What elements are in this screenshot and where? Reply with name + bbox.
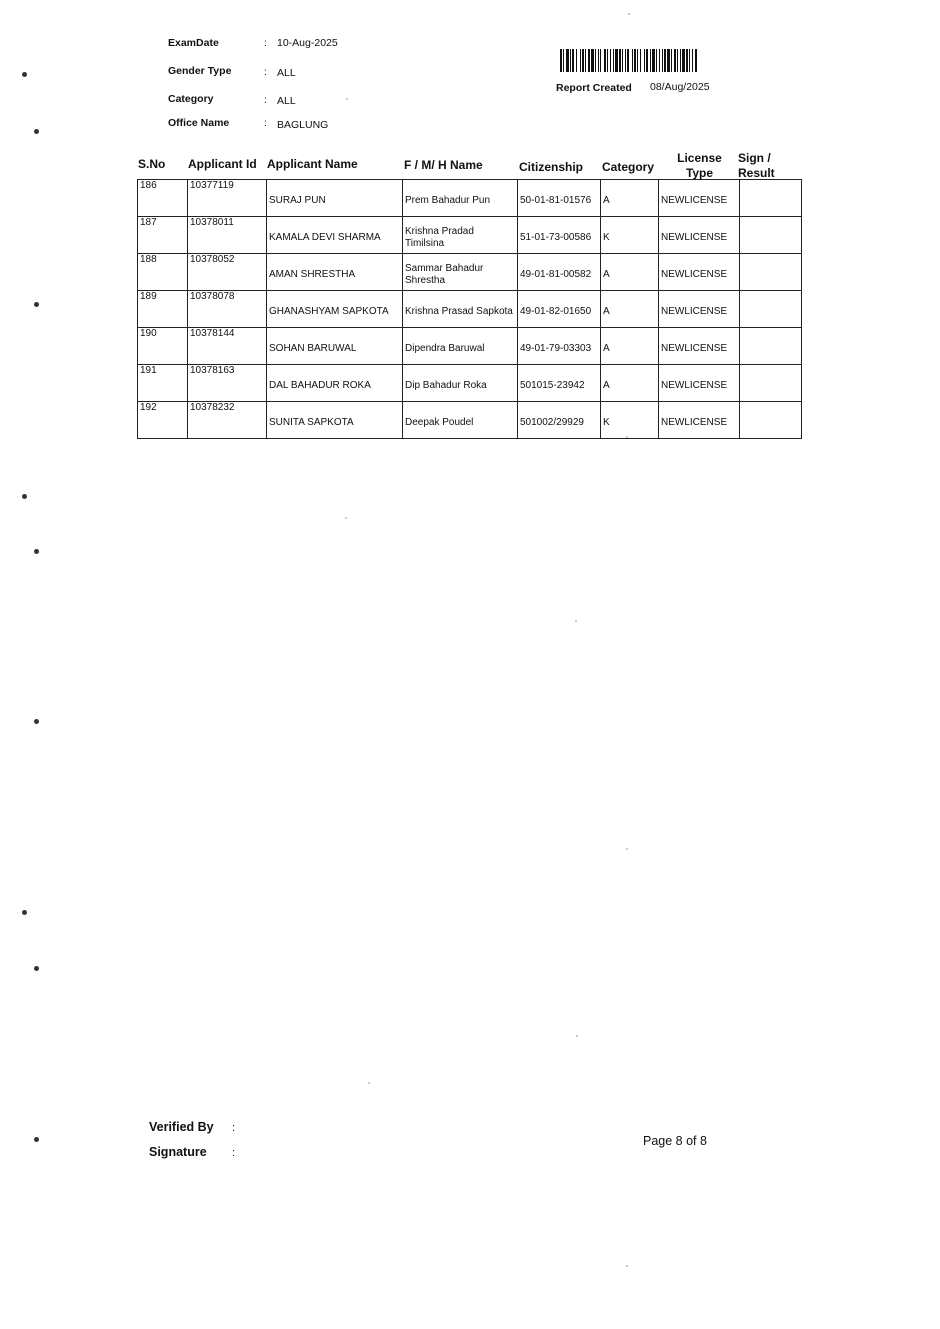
barcode-bar [697, 49, 698, 72]
gender-type-label: Gender Type [168, 65, 232, 77]
punch-mark [34, 129, 39, 134]
cell-applicant-id: 10378232 [188, 402, 267, 439]
scan-speck [575, 620, 577, 622]
cell-citizenship: 49-01-82-01650 [518, 291, 601, 328]
page-number: Page 8 of 8 [643, 1134, 707, 1148]
office-name-colon: : [264, 117, 267, 129]
cell-category: A [601, 291, 659, 328]
punch-mark [34, 966, 39, 971]
cell-sno: 190 [138, 328, 188, 365]
cell-applicant-id: 10378052 [188, 254, 267, 291]
cell-applicant-name: SUNITA SAPKOTA [267, 402, 403, 439]
cell-category: K [601, 217, 659, 254]
cell-fmh-name: Deepak Poudel [403, 402, 518, 439]
cell-fmh-name: Krishna Prasad Sapkota [403, 291, 518, 328]
cell-fmh-name: Prem Bahadur Pun [403, 180, 518, 217]
table-body [138, 180, 802, 439]
cell-license-type: NEWLICENSE [659, 402, 740, 439]
cell-sign-result[interactable] [740, 365, 802, 402]
table-row [138, 365, 802, 402]
scan-speck [346, 98, 348, 100]
cell-license-type: NEWLICENSE [659, 365, 740, 402]
punch-mark [34, 302, 39, 307]
table-row [138, 180, 802, 217]
scan-speck [626, 848, 628, 850]
column-header-applicant-name: Applicant Name [267, 157, 358, 171]
scan-speck [626, 436, 628, 438]
cell-sno: 187 [138, 217, 188, 254]
cell-applicant-id: 10377119 [188, 180, 267, 217]
column-header-license-type: License Type [677, 151, 722, 180]
punch-mark [34, 719, 39, 724]
cell-applicant-id: 10378144 [188, 328, 267, 365]
scan-speck [626, 1265, 628, 1267]
cell-applicant-name: DAL BAHADUR ROKA [267, 365, 403, 402]
cell-category: A [601, 328, 659, 365]
cell-sno: 188 [138, 254, 188, 291]
cell-sno: 192 [138, 402, 188, 439]
scan-speck [368, 1082, 370, 1084]
gender-type-colon: : [264, 66, 267, 78]
cell-sign-result[interactable] [740, 180, 802, 217]
office-name-label: Office Name [168, 117, 230, 129]
signature-colon: : [232, 1147, 236, 1159]
cell-citizenship: 501015-23942 [518, 365, 601, 402]
cell-category: A [601, 254, 659, 291]
cell-sno: 189 [138, 291, 188, 328]
cell-citizenship: 49-01-81-00582 [518, 254, 601, 291]
punch-mark [22, 494, 27, 499]
cell-fmh-name: Dipendra Baruwal [403, 328, 518, 365]
cell-applicant-id: 10378163 [188, 365, 267, 402]
scan-speck [345, 517, 347, 519]
office-name-value: BAGLUNG [277, 119, 329, 131]
punch-mark [34, 1137, 39, 1142]
gender-type-value: ALL [277, 67, 296, 79]
cell-category: A [601, 180, 659, 217]
column-header-category: Category [602, 160, 655, 174]
cell-sign-result[interactable] [740, 402, 802, 439]
table-row [138, 328, 802, 365]
cell-sign-result[interactable] [740, 328, 802, 365]
report-created-label: Report Created [556, 82, 632, 94]
scan-speck [628, 13, 630, 15]
table-row [138, 254, 802, 291]
cell-category: K [601, 402, 659, 439]
exam-date-value: 10-Aug-2025 [277, 37, 338, 49]
column-header-applicant-id: Applicant Id [188, 157, 257, 171]
cell-fmh-name: Sammar Bahadur Shrestha [403, 254, 518, 291]
column-header-fmh-name: F / M/ H Name [404, 158, 483, 172]
cell-citizenship: 49-01-79-03303 [518, 328, 601, 365]
table-row [138, 402, 802, 439]
cell-sign-result[interactable] [740, 217, 802, 254]
cell-fmh-name: Krishna Pradad Timilsina [403, 217, 518, 254]
cell-sign-result[interactable] [740, 291, 802, 328]
cell-license-type: NEWLICENSE [659, 328, 740, 365]
exam-date-label: ExamDate [168, 37, 219, 49]
verified-by-label: Verified By [149, 1120, 214, 1134]
category-value: ALL [277, 95, 296, 107]
report-created-value: 08/Aug/2025 [650, 81, 710, 93]
table-row [138, 217, 802, 254]
cell-citizenship: 51-01-73-00586 [518, 217, 601, 254]
verified-by-colon: : [232, 1122, 236, 1134]
table-row [138, 291, 802, 328]
cell-license-type: NEWLICENSE [659, 180, 740, 217]
cell-license-type: NEWLICENSE [659, 217, 740, 254]
cell-applicant-name: AMAN SHRESTHA [267, 254, 403, 291]
punch-mark [22, 910, 27, 915]
scan-speck [576, 1035, 578, 1037]
punch-mark [22, 72, 27, 77]
category-colon: : [264, 94, 267, 106]
cell-applicant-name: KAMALA DEVI SHARMA [267, 217, 403, 254]
barcode-image [560, 49, 772, 72]
column-header-citizenship: Citizenship [519, 160, 584, 174]
cell-applicant-name: SURAJ PUN [267, 180, 403, 217]
cell-applicant-name: GHANASHYAM SAPKOTA [267, 291, 403, 328]
exam-date-colon: : [264, 37, 267, 49]
cell-fmh-name: Dip Bahadur Roka [403, 365, 518, 402]
cell-sno: 186 [138, 180, 188, 217]
applicant-table [137, 179, 802, 439]
column-header-sign-result: Sign / Result [738, 151, 775, 180]
cell-sign-result[interactable] [740, 254, 802, 291]
cell-applicant-id: 10378078 [188, 291, 267, 328]
cell-license-type: NEWLICENSE [659, 254, 740, 291]
cell-citizenship: 501002/29929 [518, 402, 601, 439]
cell-license-type: NEWLICENSE [659, 291, 740, 328]
column-header-sno: S.No [138, 157, 166, 171]
cell-applicant-name: SOHAN BARUWAL [267, 328, 403, 365]
signature-label: Signature [149, 1145, 207, 1159]
cell-applicant-id: 10378011 [188, 217, 267, 254]
punch-mark [34, 549, 39, 554]
category-label: Category [168, 93, 214, 105]
cell-citizenship: 50-01-81-01576 [518, 180, 601, 217]
cell-sno: 191 [138, 365, 188, 402]
cell-category: A [601, 365, 659, 402]
